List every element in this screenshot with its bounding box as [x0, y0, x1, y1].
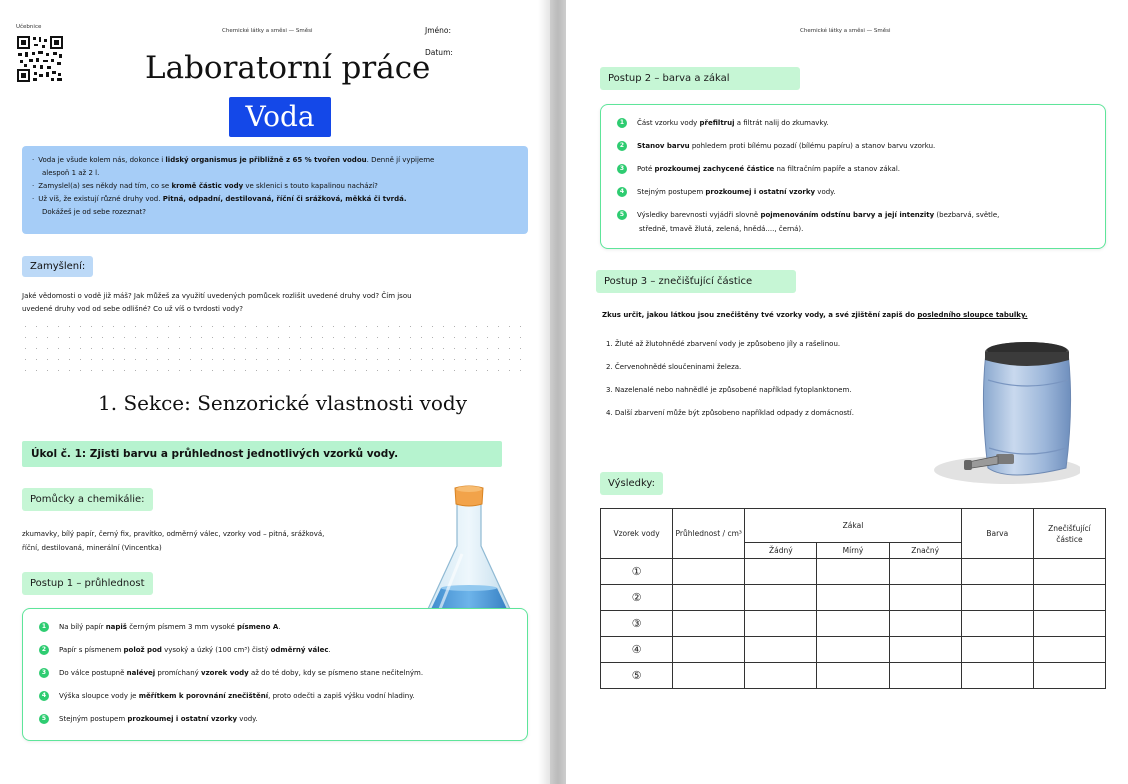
- table-row: [601, 559, 1106, 585]
- step-fragment: Výsledky barevnosti vyjádři slovně: [637, 211, 761, 219]
- procedure-step: [39, 713, 258, 725]
- step-text: [59, 644, 331, 656]
- step-number-badge: 1: [617, 118, 627, 128]
- intro-emphasis: Pitná, odpadní, destilovaná, říční či srážková, měkká či tvrdá.: [162, 195, 407, 203]
- subtitle-badge: Voda: [229, 97, 331, 137]
- sub-significant-header: Značný: [889, 543, 961, 559]
- procedure-step: [617, 140, 935, 152]
- col-particles-header: Znečišťující částice: [1033, 509, 1105, 559]
- qr-code-image: [16, 35, 64, 83]
- intro-text: alespoň 1 až 2 l.: [42, 169, 100, 177]
- table-cell[interactable]: [673, 585, 745, 611]
- step-fragment: Poté: [637, 165, 655, 173]
- col-transparency-header: Průhlednost / cm³: [673, 509, 745, 559]
- left-page: [0, 0, 550, 784]
- intro-emphasis: kromě částic vody: [171, 182, 244, 190]
- table-cell[interactable]: [889, 611, 961, 637]
- step-emphasis: napiš: [105, 623, 127, 631]
- table-cell[interactable]: [817, 663, 889, 689]
- intro-text: . Denně jí vypijeme: [366, 156, 435, 164]
- intro-box: [22, 146, 528, 234]
- sample-number-label: ④: [631, 643, 642, 656]
- intro-list: [32, 154, 518, 219]
- tools-label: Pomůcky a chemikálie:: [22, 488, 153, 511]
- step-emphasis: odměrný válec: [270, 646, 329, 654]
- table-cell[interactable]: [889, 559, 961, 585]
- step-number-badge: 4: [617, 187, 627, 197]
- table-row: [601, 611, 1106, 637]
- intro-item: [32, 154, 518, 167]
- step-emphasis: pojmenováním odstínu barvy a její intenzity: [760, 211, 935, 219]
- step-fragment: vysoký a úzký (100 cm³) čistý: [161, 646, 271, 654]
- step-fragment: na filtračním papíře a stanov zákal.: [774, 165, 900, 173]
- procedure3-item: 2. Červenohnědé sloučeninami železa.: [606, 363, 742, 371]
- qr-code[interactable]: [16, 35, 64, 83]
- procedure3-intro: [602, 311, 1028, 319]
- step-emphasis: přefiltruj: [699, 119, 735, 127]
- procedure-step: [39, 667, 423, 679]
- step-number-badge: 1: [39, 622, 49, 632]
- intro-emphasis: lidský organismus je přibližně z 65 % tvořen vodou: [165, 156, 367, 164]
- intro-item: [32, 206, 518, 219]
- page-header: Chemické látky a směsi — Směsi: [800, 28, 891, 34]
- step-fragment: Na bílý papír: [59, 623, 106, 631]
- step-fragment: až do té doby, kdy se písmeno stane nečitelným.: [248, 669, 424, 677]
- sample-number: [601, 559, 673, 585]
- table-cell[interactable]: [961, 663, 1033, 689]
- reflection-text-1: Jaké vědomosti o vodě již máš? Jak můžeš za využití uvedených pomůcek rozlišit uvedené druhy vod? Čím jsou: [22, 292, 412, 300]
- table-cell[interactable]: [745, 611, 817, 637]
- procedure2-step5-line2: středně, tmavě žlutá, zelená, hnědá...., černá).: [639, 225, 804, 233]
- table-row: [601, 585, 1106, 611]
- col-sample-header: Vzorek vody: [601, 509, 673, 559]
- step-emphasis: písmeno A: [237, 623, 279, 631]
- step-text: [637, 163, 900, 175]
- step-number-badge: 5: [617, 210, 627, 220]
- step-emphasis: Stanov barvu: [637, 142, 690, 150]
- step-fragment: Stejným postupem: [637, 188, 706, 196]
- step-fragment: vody.: [815, 188, 836, 196]
- step-fragment: vody.: [237, 715, 258, 723]
- step-fragment: , proto odečti a zapiš výšku vodní hladiny.: [268, 692, 415, 700]
- step-number-badge: 4: [39, 691, 49, 701]
- table-cell[interactable]: [889, 663, 961, 689]
- table-cell[interactable]: [1033, 585, 1105, 611]
- sample-number: [601, 637, 673, 663]
- name-label: Jméno:: [425, 26, 452, 35]
- table-row: [601, 637, 1106, 663]
- step-emphasis: prozkoumej i ostatní vzorky: [705, 188, 816, 196]
- right-page: [566, 0, 1128, 784]
- step-fragment: Výška sloupce vody je: [59, 692, 139, 700]
- table-cell[interactable]: [1033, 637, 1105, 663]
- table-cell[interactable]: [961, 637, 1033, 663]
- procedure-step: [39, 621, 281, 633]
- step-fragment: promíchaný: [155, 669, 202, 677]
- table-cell[interactable]: [889, 637, 961, 663]
- table-cell[interactable]: [817, 637, 889, 663]
- qr-label: Učebnice: [16, 24, 42, 30]
- step-number-badge: 3: [39, 668, 49, 678]
- table-cell[interactable]: [673, 611, 745, 637]
- step-text: [637, 117, 829, 129]
- intro-text: Voda je všude kolem nás, dokonce i: [38, 156, 166, 164]
- step-text: [637, 140, 935, 152]
- col-color-header: Barva: [961, 509, 1033, 559]
- step-number-badge: 2: [617, 141, 627, 151]
- procedure3-list: [606, 333, 854, 425]
- step-emphasis: nalévej: [126, 669, 156, 677]
- sample-number-label: ⑤: [631, 669, 642, 682]
- table-row: [601, 663, 1106, 689]
- tools-text-2: říční, destilovaná, minerální (Vincentka): [22, 544, 162, 552]
- procedure-step: [617, 163, 900, 175]
- table-cell[interactable]: [673, 559, 745, 585]
- table-cell[interactable]: [889, 585, 961, 611]
- sub-none-header: Žádný: [745, 543, 817, 559]
- water-tank-illustration: [932, 336, 1080, 488]
- step-emphasis: vzorek vody: [201, 669, 249, 677]
- reflection-label: Zamyšlení:: [22, 256, 93, 277]
- step-fragment: Část vzorku vody: [637, 119, 700, 127]
- step-text: [637, 209, 999, 221]
- sample-number: [601, 663, 673, 689]
- table-cell[interactable]: [1033, 559, 1105, 585]
- procedure-step: [617, 209, 999, 221]
- intro-text: Zamyslel(a) ses někdy nad tím, co se: [38, 182, 172, 190]
- table-cell[interactable]: [961, 585, 1033, 611]
- table-cell[interactable]: [745, 585, 817, 611]
- table-cell[interactable]: [961, 559, 1033, 585]
- step-fragment: černým písmem 3 mm vysoké: [126, 623, 238, 631]
- procedure-step: [39, 690, 415, 702]
- sample-number-label: ①: [631, 565, 642, 578]
- procedure2-label: Postup 2 – barva a zákal: [600, 67, 800, 90]
- page-title: Laboratorní práce: [145, 50, 431, 86]
- procedure3-item: 3. Nazelenalé nebo nahnědlé je způsobené například fytoplanktonem.: [606, 386, 852, 394]
- step-emphasis: polož pod: [123, 646, 162, 654]
- table-cell[interactable]: [745, 663, 817, 689]
- procedure3-label: Postup 3 – znečišťující částice: [596, 270, 796, 293]
- task-heading: Úkol č. 1: Zjisti barvu a průhlednost jednotlivých vzorků vody.: [22, 441, 502, 467]
- intro-text: ve sklenici s touto kapalinou nachází?: [243, 182, 378, 190]
- step-text: [59, 621, 281, 633]
- table-cell[interactable]: [1033, 663, 1105, 689]
- step-text: [637, 186, 836, 198]
- procedure-step: [617, 186, 836, 198]
- step-emphasis: prozkoumej i ostatní vzorky: [127, 715, 238, 723]
- step-emphasis: prozkoumej zachycené částice: [654, 165, 775, 173]
- procedure-step: [617, 117, 829, 129]
- table-cell[interactable]: [1033, 611, 1105, 637]
- sample-number-label: ③: [631, 617, 642, 630]
- intro-item: [32, 193, 518, 206]
- writing-area[interactable]: [20, 321, 530, 371]
- date-label: Datum:: [425, 48, 453, 57]
- procedure3-intro-link: posledního sloupce tabulky.: [917, 311, 1028, 319]
- procedure3-item: 1. Žluté až žlutohnědé zbarvení vody je způsobeno jíly a rašelinou.: [606, 340, 841, 348]
- table-cell[interactable]: [817, 585, 889, 611]
- sample-number: [601, 611, 673, 637]
- tools-text-1: zkumavky, bílý papír, černý fix, pravítko, odměrný válec, vzorky vod – pitná, srážková,: [22, 530, 325, 538]
- intro-item: [32, 180, 518, 193]
- table-cell[interactable]: [673, 663, 745, 689]
- step-fragment: Papír s písmenem: [59, 646, 124, 654]
- results-table: [600, 508, 1106, 689]
- procedure1-label: Postup 1 – průhlednost: [22, 572, 153, 595]
- table-cell[interactable]: [817, 559, 889, 585]
- procedure1-box: [22, 608, 528, 741]
- step-fragment: a filtrát nalij do zkumavky.: [734, 119, 829, 127]
- step-fragment: pohledem proti bílému pozadí (bílému papíru) a stanov barvu vzorku.: [689, 142, 936, 150]
- col-turbidity-header: Zákal: [745, 509, 961, 543]
- intro-text: Už víš, že existují různé druhy vod.: [38, 195, 163, 203]
- results-label: Výsledky:: [600, 472, 663, 495]
- step-number-badge: 3: [617, 164, 627, 174]
- table-cell[interactable]: [817, 611, 889, 637]
- step-fragment: .: [278, 623, 281, 631]
- procedure2-box: [600, 104, 1106, 249]
- step-fragment: Do válce postupně: [59, 669, 127, 677]
- step-text: [59, 667, 423, 679]
- step-fragment: Stejným postupem: [59, 715, 128, 723]
- reflection-text-2: uvedené druhy vod od sebe odlišné? Co už víš o tvrdosti vody?: [22, 305, 243, 313]
- step-text: [59, 690, 415, 702]
- sample-number: [601, 585, 673, 611]
- table-cell[interactable]: [745, 559, 817, 585]
- procedure3-intro-text: Zkus určit, jakou látkou jsou znečištěny tvé vzorky vody, a své zjištění zapiš do: [602, 311, 918, 319]
- step-text: [59, 713, 258, 725]
- sample-number-label: ②: [631, 591, 642, 604]
- table-cell[interactable]: [745, 637, 817, 663]
- sub-mild-header: Mírný: [817, 543, 889, 559]
- procedure-step: [39, 644, 331, 656]
- section-title: 1. Sekce: Senzorické vlastnosti vody: [98, 391, 468, 415]
- step-number-badge: 5: [39, 714, 49, 724]
- step-fragment: .: [328, 646, 331, 654]
- table-cell[interactable]: [673, 637, 745, 663]
- procedure3-item: 4. Další zbarvení může být způsobeno například odpady z domácností.: [606, 409, 854, 417]
- step-fragment: (bezbarvá, světle,: [934, 211, 1000, 219]
- step-emphasis: měřítkem k porovnání znečištění: [138, 692, 269, 700]
- page-header: Chemické látky a směsi — Směsi: [222, 28, 313, 34]
- table-cell[interactable]: [961, 611, 1033, 637]
- intro-text: Dokážeš je od sebe rozeznat?: [42, 208, 146, 216]
- intro-item: [32, 167, 518, 180]
- step-number-badge: 2: [39, 645, 49, 655]
